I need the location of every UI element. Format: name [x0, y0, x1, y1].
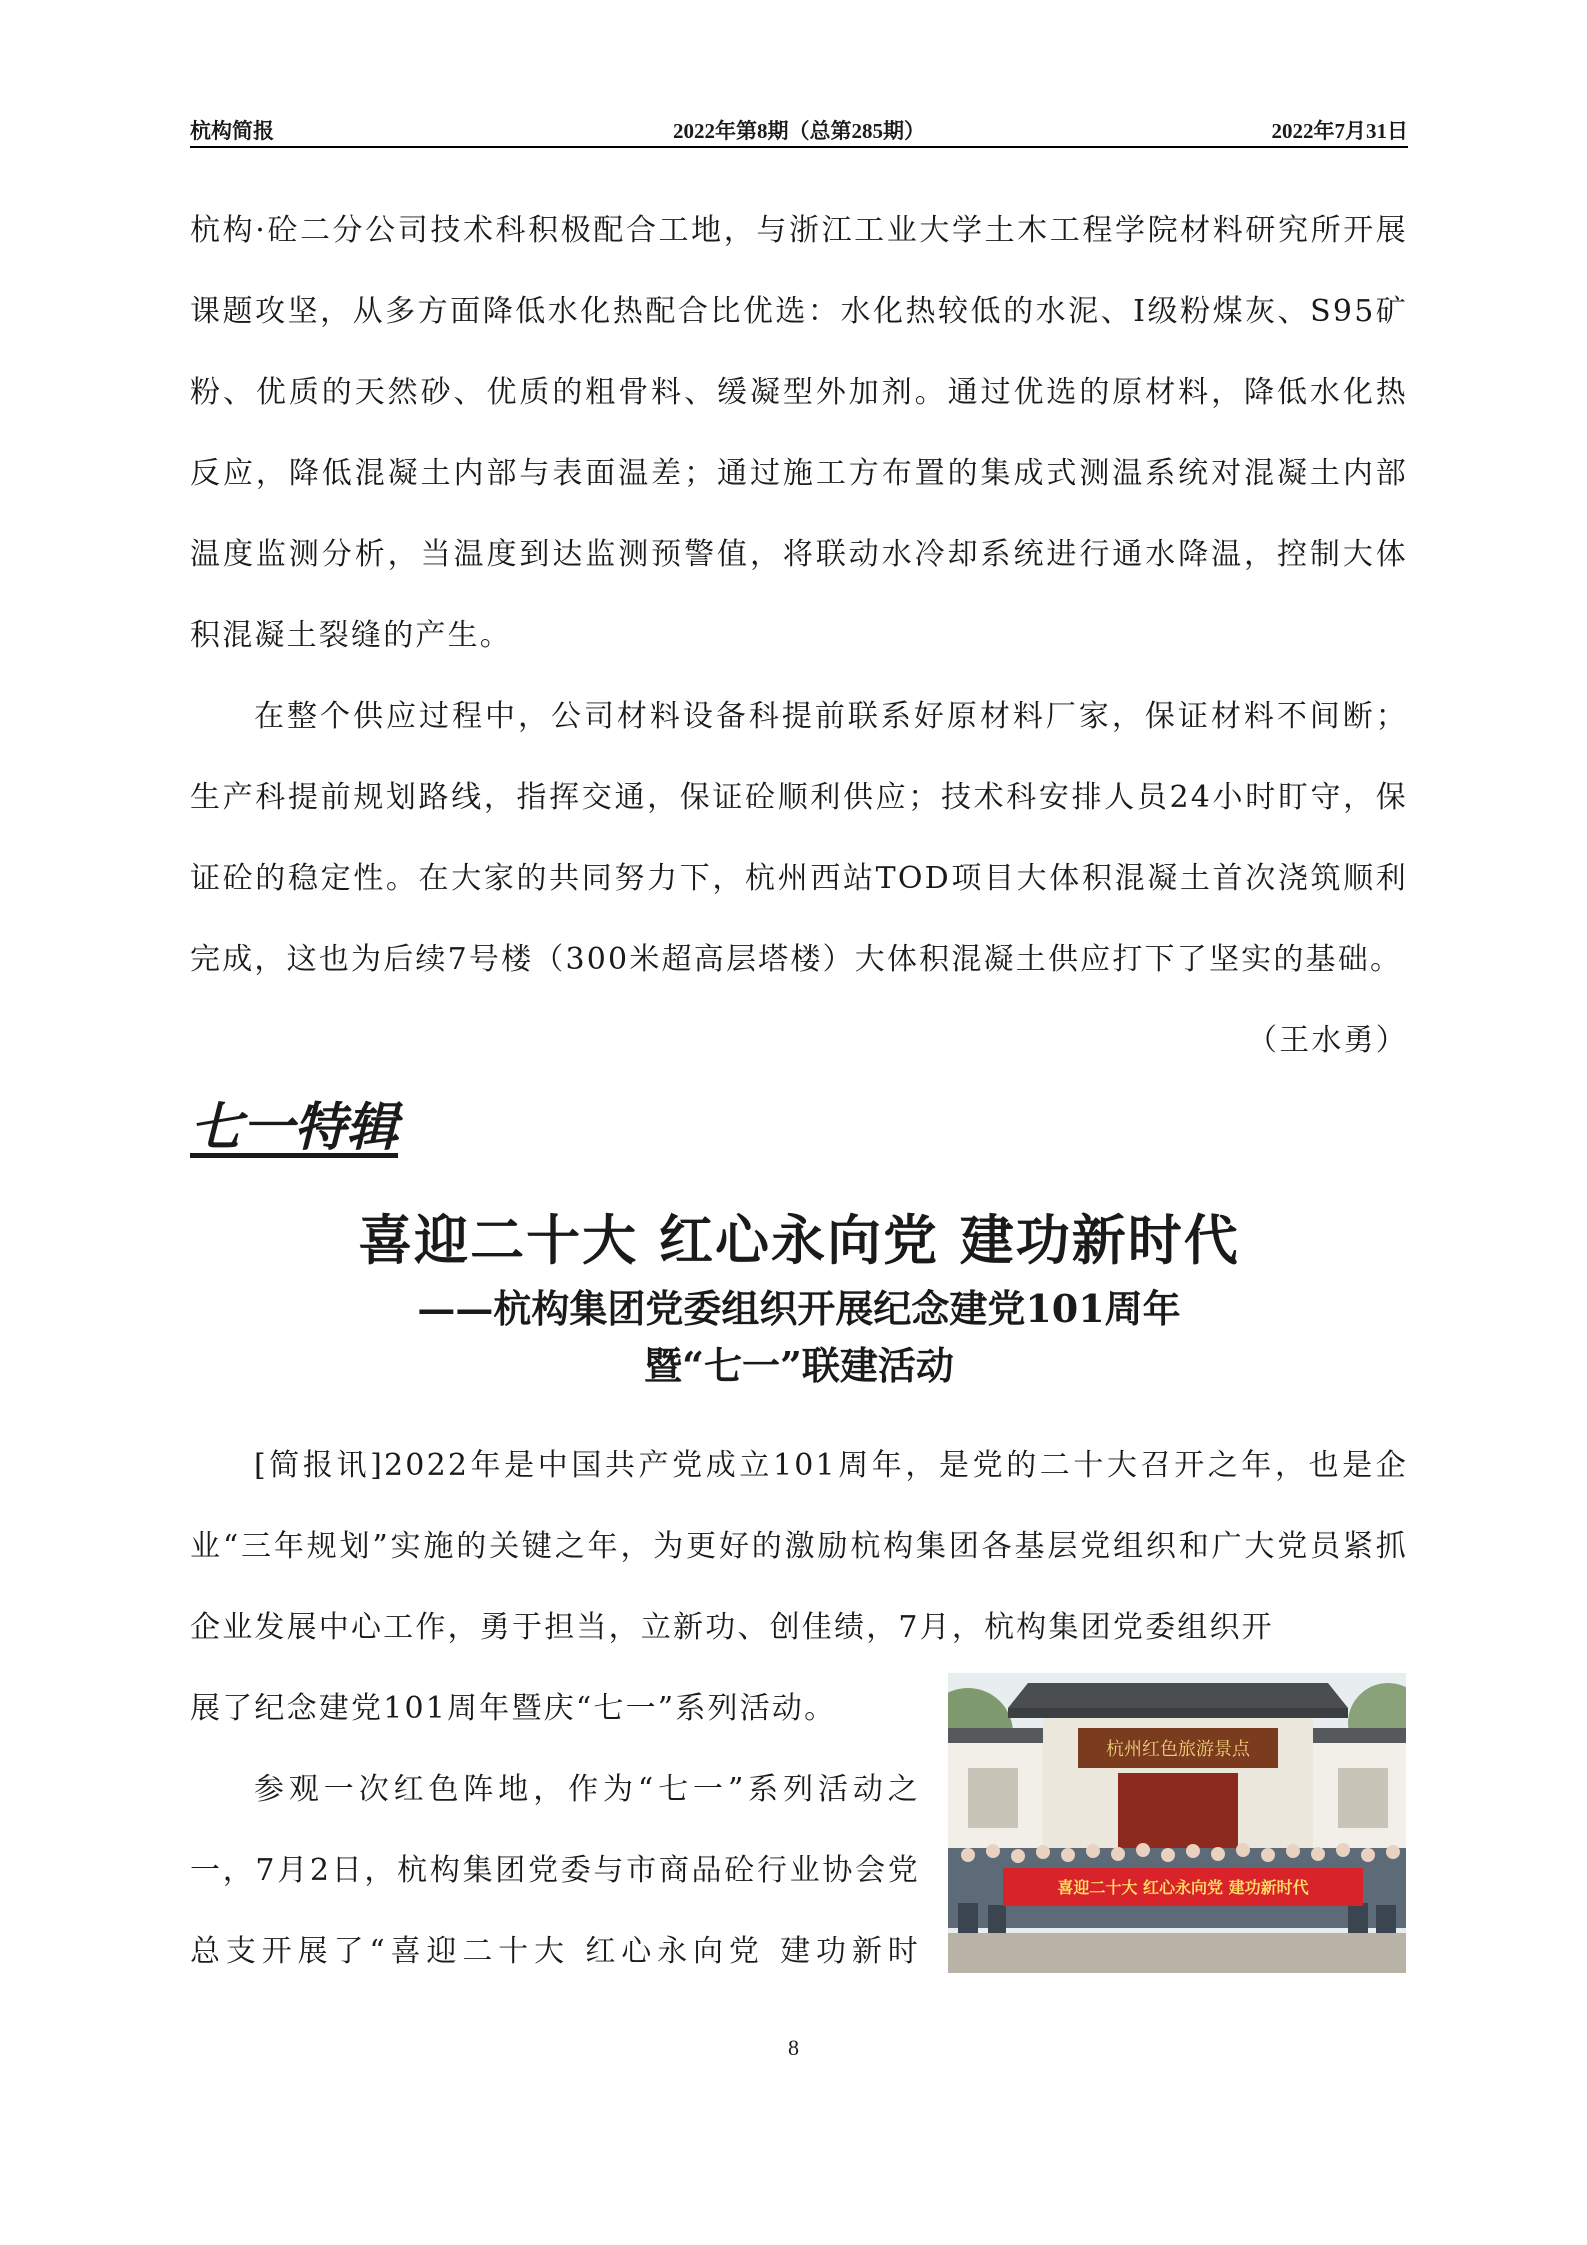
- header-date: 2022年7月31日: [1271, 119, 1408, 143]
- author-line: [190, 1000, 1408, 1081]
- group-photo-illustration: [948, 1673, 1406, 1973]
- page-header: [190, 112, 1408, 148]
- section-heading: 七一特辑: [190, 1097, 399, 1158]
- header-issue-number: 2022年第8期（总第285期）: [673, 119, 925, 143]
- photo-banner-text: 喜迎二十大 红心永向党 建功新时代: [1057, 1878, 1309, 1897]
- group-photo: [948, 1673, 1406, 1973]
- paragraph-supply-process: [190, 676, 1408, 1000]
- article-subtitle-line1: ——杭构集团党委组织开展纪念建党101周年: [417, 1286, 1181, 1331]
- article-lead-paragraph: [简报讯]2022年是中国共产党成立101周年，是党的二十大召开之年，也是企业“三年规划”实施的关键之年，为更好的激励杭构集团各基层党组织和广大党员紧抓企业发展中心工作，勇于担当，立新功、创佳绩，7月，杭构集团党委组织开: [190, 1448, 1408, 1645]
- photo-plaque-text: 杭州红色旅游景点: [1106, 1739, 1250, 1760]
- paragraph-supply-text: 在整个供应过程中，公司材料设备科提前联系好原材料厂家，保证材料不间断；生产科提前规划路线，指挥交通，保证砼顺利供应；技术科安排人员24小时盯守，保证砼的稳定性。在大家的共同努力下，杭州西站TOD项目大体积混凝土首次浇筑顺利完成，这也为后续7号楼（300米超高层塔楼）大体积混凝土供应打下了坚实的基础。: [190, 699, 1408, 977]
- paragraph-technical-measures: 杭构·砼二分公司技术科积极配合工地，与浙江工业大学土木工程学院材料研究所开展课题攻坚，从多方面降低水化热配合比优选：水化热较低的水泥、I级粉煤灰、S95矿粉、优质的天然砂、优质的粗骨料、缓凝型外加剂。通过优选的原材料，降低水化热反应，降低混凝土内部与表面温差；通过施工方布置的集成式测温系统对混凝土内部温度监测分析，当温度到达监测预警值，将联动水冷却系统进行通水降温，控制大体积混凝土裂缝的产生。: [190, 213, 1408, 653]
- page-number: 8: [788, 2035, 799, 2060]
- header-publication-name: 杭构简报: [190, 119, 274, 143]
- article-lead-paragraph-end: 展了纪念建党101周年暨庆“七一”系列活动。: [190, 1691, 837, 1726]
- article-visit-paragraph: 参观一次红色阵地，作为“七一”系列活动之一，7月2日，杭构集团党委与市商品砼行业协会党总支开展了“喜迎二十大 红心永向党 建功新时: [190, 1772, 920, 1969]
- article-subtitle-line2: 暨“七一”联建活动: [644, 1343, 954, 1388]
- article-title: 喜迎二十大 红心永向党 建功新时代: [358, 1208, 1240, 1272]
- paragraph-author: （王水勇）: [1247, 1023, 1408, 1058]
